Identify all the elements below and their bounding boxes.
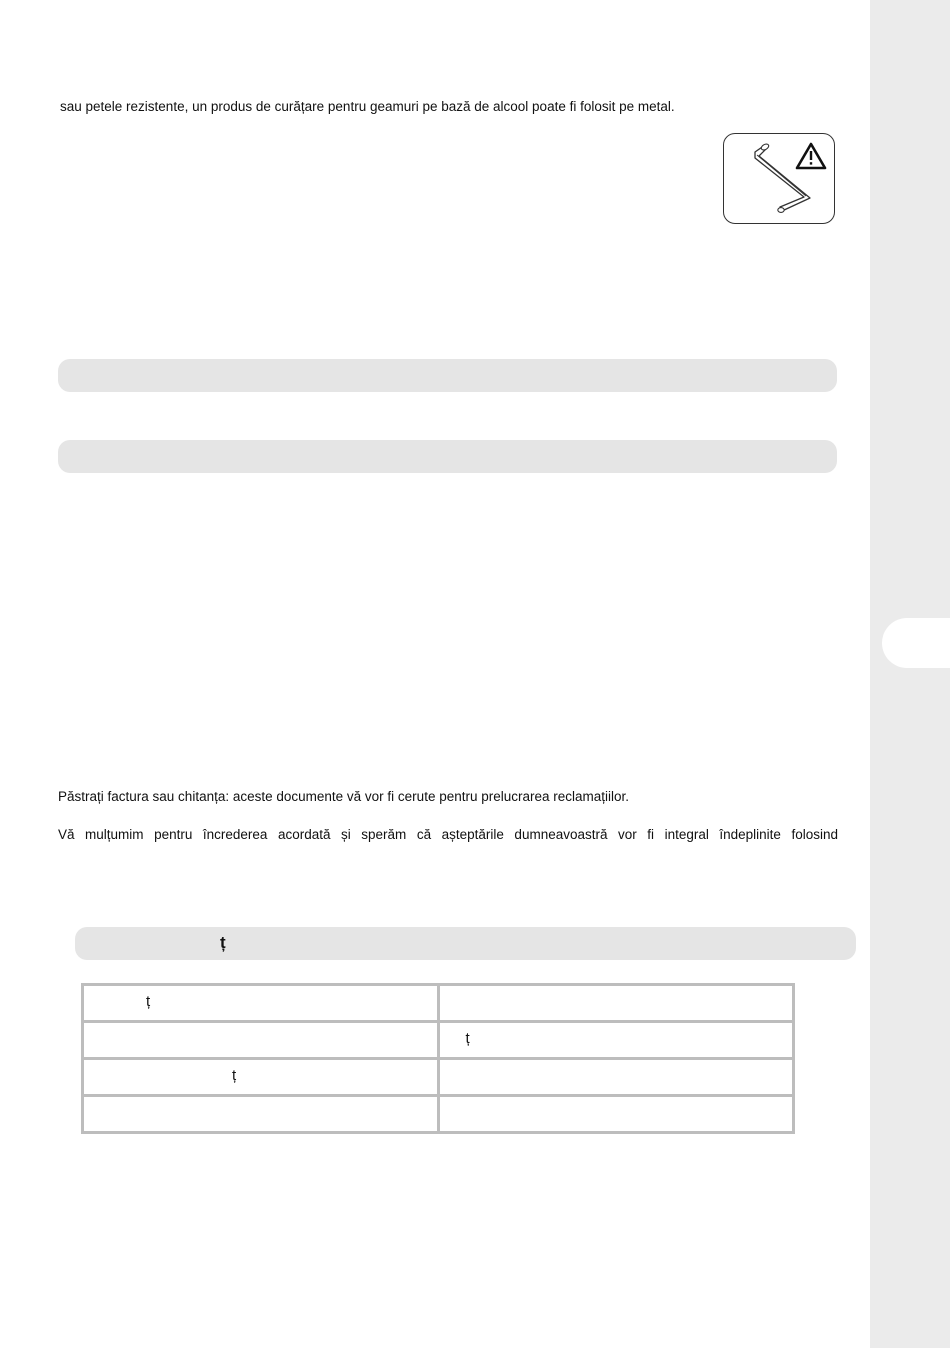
hex-key-end-bottom <box>778 208 784 213</box>
table-cell-text: ț <box>465 1030 470 1047</box>
paragraph-cleaning-tip: sau petele rezistente, un produs de curățare pentru geamuri pe bază de alcool poate fi folosit pe metal. <box>60 99 675 114</box>
exclamation-dot <box>810 162 812 164</box>
table-cell <box>83 1059 439 1096</box>
section-header-band-1 <box>58 359 837 392</box>
chapter-tab <box>882 618 950 668</box>
paragraph-thank-you: Vă mulțumim pentru încrederea acordată și sperăm că așteptările dumneavoastră vor fi integral îndeplinite folosind <box>58 827 838 842</box>
table-cell <box>83 1022 439 1059</box>
table-row <box>83 1059 794 1096</box>
table-cell-text: ț <box>232 1067 237 1084</box>
table-cell-text: ț <box>146 993 151 1010</box>
table-cell <box>438 985 794 1022</box>
hex-key-end-top <box>760 143 769 151</box>
side-margin-strip <box>870 0 950 1348</box>
exclamation-bar <box>810 151 812 160</box>
allen-key-warning-icon <box>723 133 835 224</box>
table-cell <box>438 1022 794 1059</box>
table-row <box>83 1022 794 1059</box>
info-table <box>81 983 795 1134</box>
section-header-band-3 <box>75 927 856 960</box>
paragraph-keep-invoice: Păstrați factura sau chitanța: aceste documente vă vor fi cerute pentru prelucrarea reclamațiilor. <box>58 789 630 804</box>
section-header-band-2 <box>58 440 837 473</box>
table-cell <box>83 1096 439 1133</box>
table-cell <box>83 985 439 1022</box>
table-cell <box>438 1096 794 1133</box>
hex-key-edge <box>757 155 806 196</box>
section-header-char: ț <box>220 933 226 952</box>
table-row <box>83 1096 794 1133</box>
hex-key-shape <box>755 145 810 211</box>
allen-key-drawing <box>724 134 836 225</box>
table-row <box>83 985 794 1022</box>
table-cell <box>438 1059 794 1096</box>
